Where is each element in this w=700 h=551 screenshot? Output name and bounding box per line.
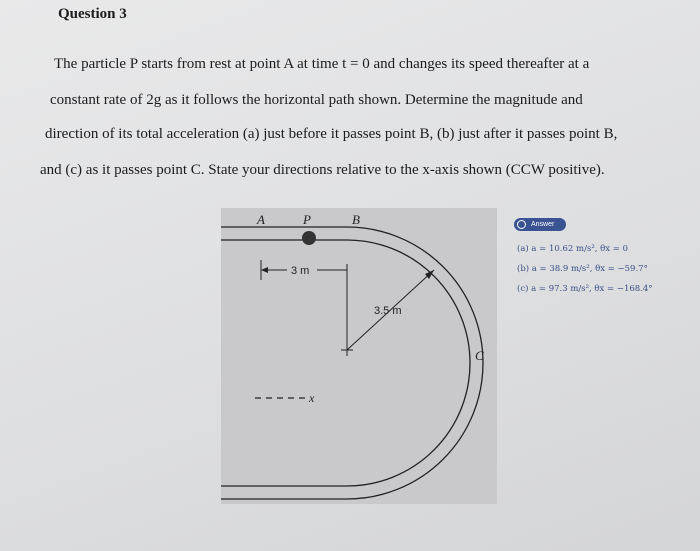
track-inner-edge <box>221 240 470 486</box>
dimension-arrowhead <box>261 267 268 273</box>
x-axis-label: x <box>309 391 315 405</box>
track-outer-edge <box>221 227 483 499</box>
check-circle-icon <box>517 220 526 229</box>
problem-line: and (c) as it passes point C. State your directions relative to the x-axis shown (CCW positive). <box>40 162 605 178</box>
particle-p <box>302 231 316 245</box>
answer-badge[interactable] <box>514 218 566 231</box>
point-p-label: P <box>303 212 311 227</box>
problem-statement <box>0 0 700 200</box>
question-heading: Question 3 <box>58 6 127 22</box>
answer-badge-label: Answer <box>531 221 555 228</box>
problem-line: direction of its total acceleration (a) just before it passes point B, (b) just after it passes point B, <box>45 126 618 142</box>
problem-line: constant rate of 2g as it follows the horizontal path shown. Determine the magnitude and <box>50 92 583 108</box>
path-diagram <box>221 208 497 504</box>
problem-line: The particle P starts from rest at point A at time t = 0 and changes its speed thereafter at a <box>54 56 590 72</box>
answer-line-b: (b) a = 38.9 m/s², θx = −59.7° <box>517 264 648 274</box>
point-c-label: C <box>475 348 484 363</box>
answer-line-c: (c) a = 97.3 m/s², θx = −168.4° <box>517 284 653 294</box>
straight-length-label: 3 m <box>291 265 310 277</box>
path-diagram-svg <box>221 208 497 504</box>
point-b-label: B <box>352 212 360 227</box>
answer-box <box>514 218 694 318</box>
answer-line-a: (a) a = 10.62 m/s², θx = 0 <box>517 244 628 254</box>
radius-label: 3.5 m <box>374 305 402 317</box>
point-a-label: A <box>257 212 265 227</box>
